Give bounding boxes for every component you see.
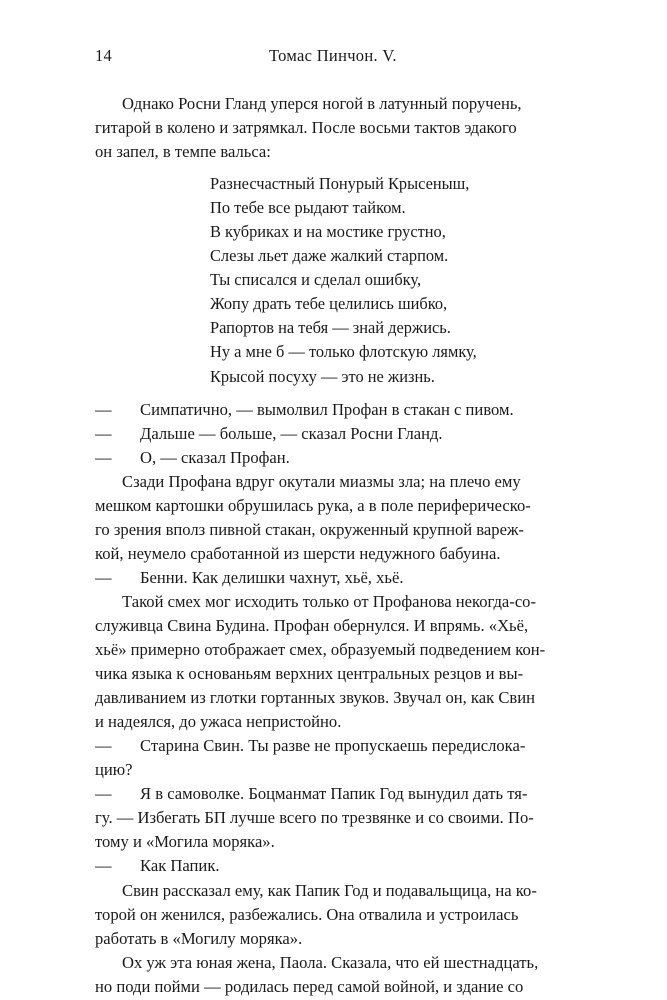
dialogue-paragraph [95,566,572,590]
text-line: давливанием из глотки гортанных звуков. Звучал он, как Свин [95,688,535,708]
text-line: и надеялся, до ужаса непристойно. [95,712,342,732]
running-title: Томас Пинчон. V. [269,46,397,65]
text-line [95,734,572,758]
spacer [95,164,572,172]
text-line: Такой смех мог исходить только от Профанова некогда-со- [122,591,537,611]
dialogue-dash: — [95,447,112,467]
verse-line: Разнесчастный Понурый Крысеныш, [210,174,470,194]
text-line [95,854,572,878]
text-line: гу. — Избегать БП лучше всего по трезвянке и со своими. По- [95,808,534,828]
verse-line: Слезы льет даже жалкий старпом. [210,246,449,266]
dialogue-text: Симпатично, — вымолвил Профан в стакан с пивом. [140,399,514,419]
dialogue-dash: — [95,567,112,587]
text-line: служивца Свина Будина. Профан обернулся. И впрямь. «Хьё, [95,615,529,635]
verse-line: Крысой посуху — это не жизнь. [210,366,435,386]
dialogue-text: Я в самоволке. Боцманмат Папик Год вынудил дать тя- [140,784,528,804]
dialogue-paragraph [95,422,572,446]
verse-block [95,172,572,388]
dialogue-dash: — [95,856,112,876]
text-line [95,422,572,446]
text-line: гитарой в колено и затрямкал. После восьми тактов эдакого [95,118,517,138]
dialogue-paragraph [95,446,572,470]
verse-line: Рапортов на тебя — знай держись. [210,318,451,338]
dialogue-text: О, — сказал Профан. [140,447,290,467]
dialogue-text: Как Папик. [140,856,220,876]
text-line: чика языка к основаньям верхних центральных резцов и вы- [95,664,524,684]
text-line: го зрения вполз пивной стакан, окруженный крупной вареж- [95,519,524,539]
running-head [95,46,572,68]
text-line: Свин рассказал ему, как Папик Год и подавальщица, на ко- [122,880,537,900]
text-line [95,446,572,470]
paragraph [95,590,572,734]
text-line: мешком картошки обрушилась рука, а в поле периферическо- [95,495,531,515]
paragraph [95,879,572,951]
text-line: цию? [95,760,133,780]
verse-line: Ну а мне б — только флотскую лямку, [210,342,477,362]
dialogue-paragraph [95,398,572,422]
dialogue-paragraph [95,734,572,782]
text-line: работать в «Могилу моряка». [95,928,303,948]
verse-line: Жопу драть тебе целились шибко, [210,294,448,314]
text-line: тому и «Могила моряка». [95,832,275,852]
text-line: Ох уж эта юная жена, Паола. Сказала, что ей шестнадцать, [122,952,539,972]
verse-line: По тебе все рыдают тайком. [210,198,406,218]
dialogue-text: Бенни. Как делишки чахнут, хьё, хьё. [140,567,404,587]
dialogue-paragraph [95,854,572,878]
text-line: кой, неумело сработанной из шерсти недужного бабуина. [95,543,501,563]
text-block [95,92,572,999]
text-line: Однако Росни Гланд уперся ногой в латунный поручень, [122,94,522,113]
paragraph [95,92,572,164]
dialogue-dash: — [95,399,112,419]
text-line [95,782,572,806]
text-line: Сзади Профана вдруг окутали миазмы зла; на плечо ему [122,471,521,491]
text-line [95,398,572,422]
verse-line: В кубриках и на мостике грустно, [210,222,446,242]
paragraph [95,951,572,999]
spacer [95,389,572,398]
text-line [95,566,572,590]
dialogue-text: Дальше — больше, — сказал Росни Гланд. [140,423,443,443]
paragraph [95,470,572,566]
dialogue-dash: — [95,736,112,756]
text-line: он запел, в темпе вальса: [95,142,271,162]
text-line: торой он женился, разбежались. Она отвалила и устроилась [95,904,519,924]
dialogue-text: Старина Свин. Ты разве не пропускаешь передислока- [140,736,526,756]
dialogue-paragraph [95,782,572,854]
text-line: хьё» примерно отображает смех, образуемый подведением кон- [95,640,546,660]
dialogue-dash: — [95,784,112,804]
verse-line: Ты списался и сделал ошибку, [210,270,422,290]
page-number: 14 [95,46,112,65]
text-line: но поди пойми — родилась перед самой войной, и здание со [95,976,524,996]
dialogue-dash: — [95,423,112,443]
